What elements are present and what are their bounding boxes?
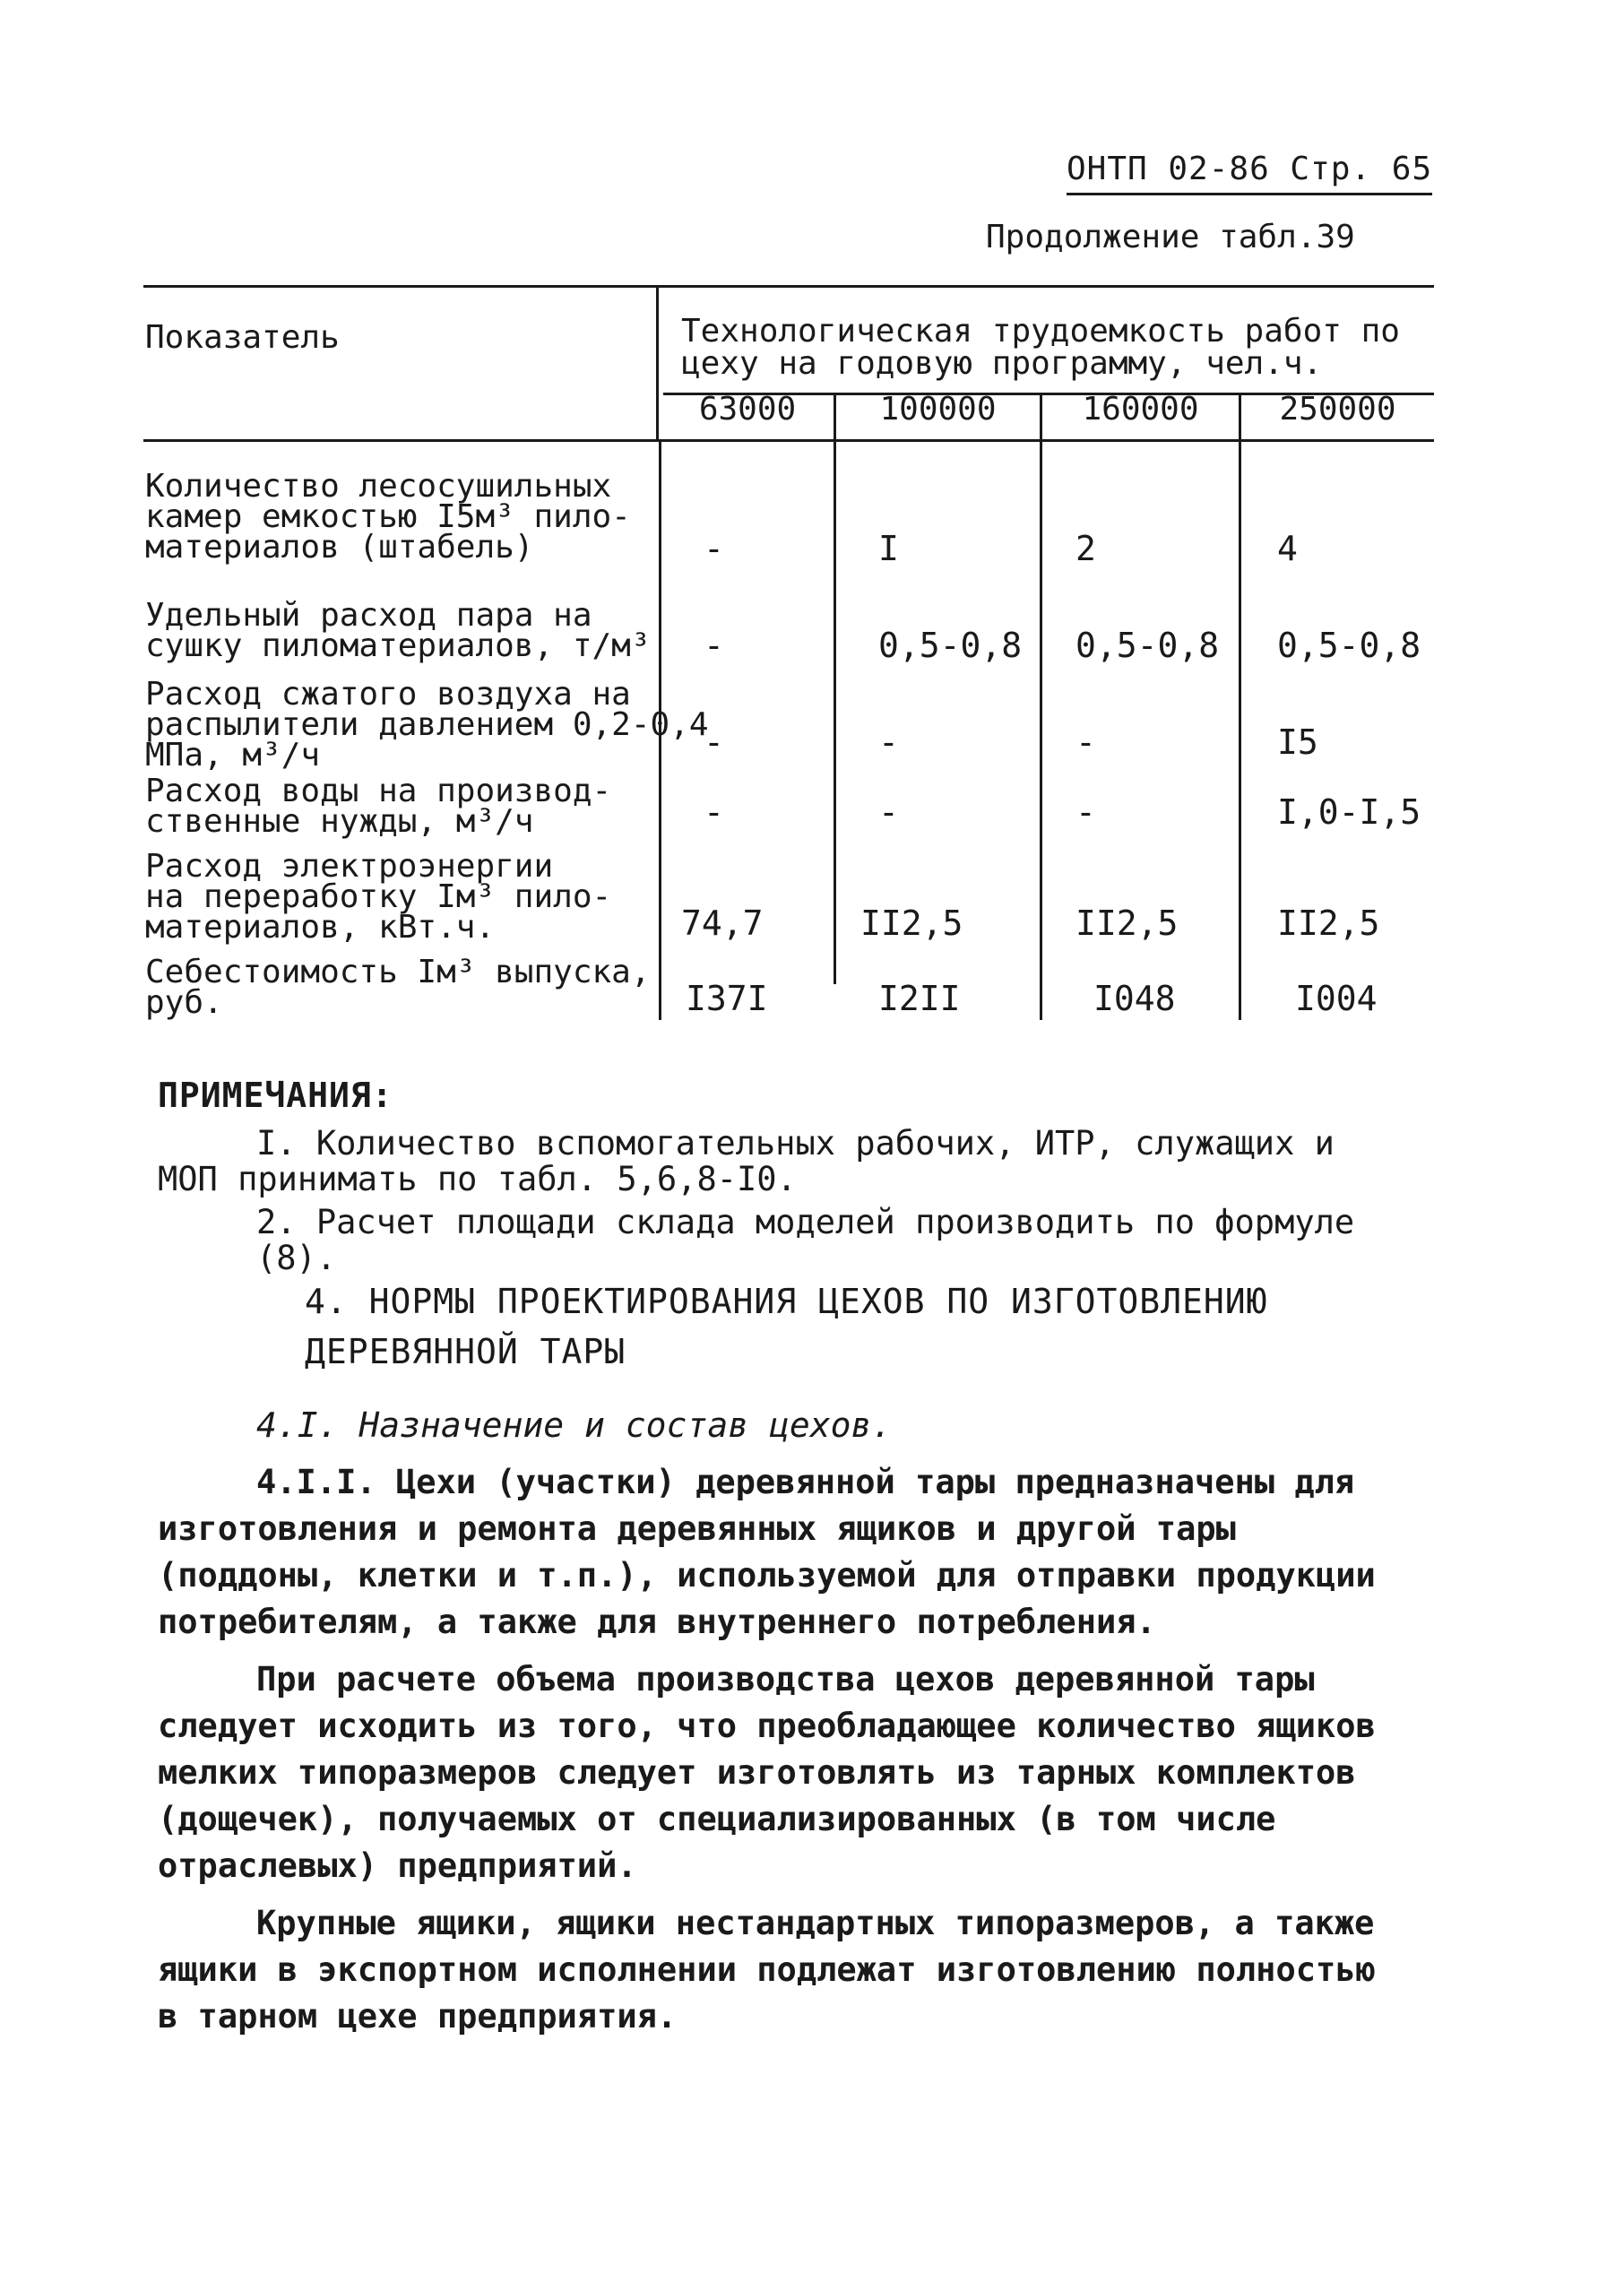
table-cell: I5 (1277, 722, 1318, 762)
table-cell: II2,5 (860, 903, 963, 943)
table-cell: - (704, 529, 724, 568)
table-cell: - (878, 722, 899, 762)
table-cell: 4 (1277, 529, 1298, 568)
table-cell: I048 (1093, 979, 1176, 1018)
param-column-header: Показатель (145, 319, 340, 356)
table-cell: I37I (686, 979, 768, 1018)
table-cell: - (1075, 722, 1096, 762)
table-cell: I2II (878, 979, 961, 1018)
table-continuation-caption: Продолжение табл.39 (986, 219, 1355, 255)
row-label-electricity: Расход электроэнергии на переработку Iм³ пило- материалов, кВт.ч. (145, 848, 612, 946)
row-label-steam-consumption: Удельный расход пара на сушку пиломатериалов, т/м³ (145, 597, 651, 664)
labor-intensity-header: Технологическая трудоемкость работ по цеху на годовую программу, чел.ч. (681, 313, 1400, 382)
section-heading: 4. НОРМЫ ПРОЕКТИРОВАНИЯ ЦЕХОВ ПО ИЗГОТОВЛЕНИЮ ДЕРЕВЯННОЙ ТАРЫ (305, 1282, 1268, 1371)
col-divider-2 (834, 393, 836, 984)
row-label-compressed-air: Расход сжатого воздуха на распылители давлением 0,2-0,4 МПа, м³/ч (145, 676, 709, 774)
row-label-unit-cost: Себестоимость Iм³ выпуска, руб. (145, 954, 651, 1021)
column-header-100000: 100000 (879, 391, 997, 428)
table-cell: - (704, 722, 724, 762)
note-2: 2. Расчет площади склада моделей производить по формуле (8). (256, 1203, 1355, 1277)
subsection-title: 4.I. Назначение и состав цехов. (256, 1405, 893, 1445)
table-cell: - (878, 792, 899, 832)
paragraph-3: Крупные ящики, ящики нестандартных типоразмеров, а также ящики в экспортном исполнении подлежат изготовлению полностью в тарном цехе предприятия. (158, 1904, 1376, 2036)
header-divider (656, 285, 659, 439)
table-cell: I004 (1295, 979, 1378, 1018)
notes-title: ПРИМЕЧАНИЯ: (158, 1076, 393, 1115)
table-cell: I (878, 529, 899, 568)
row-label-water-consumption: Расход воды на производ- ственные нужды, м³/ч (145, 773, 612, 840)
paragraph-1: 4.I.I. Цехи (участки) деревянной тары предназначены для изготовления и ремонта деревянных ящиков и другой тары (поддоны, клетки и т.п.), используемой для отправки продукции потребителям, а также для внутреннего потребления. (158, 1463, 1376, 1641)
data-table (143, 285, 1434, 1038)
table-cell: 0,5-0,8 (1277, 626, 1421, 665)
table-cell: 2 (1075, 529, 1096, 568)
table-cell: 74,7 (681, 903, 764, 943)
table-cell: I,0-I,5 (1277, 792, 1421, 832)
table-cell: - (704, 792, 724, 832)
column-header-160000: 160000 (1082, 391, 1199, 428)
col-divider-3 (1040, 393, 1042, 1020)
table-cell: - (1075, 792, 1096, 832)
table-top-rule (143, 285, 1434, 288)
row-label-drying-chambers: Количество лесосушильных камер емкостью I5м³ пило- материалов (штабель) (145, 468, 631, 566)
column-header-63000: 63000 (698, 391, 797, 428)
paragraph-2: При расчете объема производства цехов деревянной тары следует исходить из того, что преобладающее количество ящиков мелких типоразмеров следует изготовлять из тарных комплектов (дощечек), получаемых от специализированных (в том числе отраслевых) предприятий. (158, 1660, 1376, 1885)
column-header-250000: 250000 (1279, 391, 1396, 428)
note-1: I. Количество вспомогательных рабочих, ИТР, служащих и МОП принимать по табл. 5,6,8-I0. (158, 1124, 1335, 1198)
table-cell: II2,5 (1277, 903, 1380, 943)
col-divider-4 (1239, 393, 1241, 1020)
document-reference: ОНТП 02-86 Стр. 65 (1067, 151, 1432, 195)
table-cell: - (704, 626, 724, 665)
table-cell: 0,5-0,8 (878, 626, 1023, 665)
table-cell: II2,5 (1075, 903, 1179, 943)
table-cell: 0,5-0,8 (1075, 626, 1220, 665)
